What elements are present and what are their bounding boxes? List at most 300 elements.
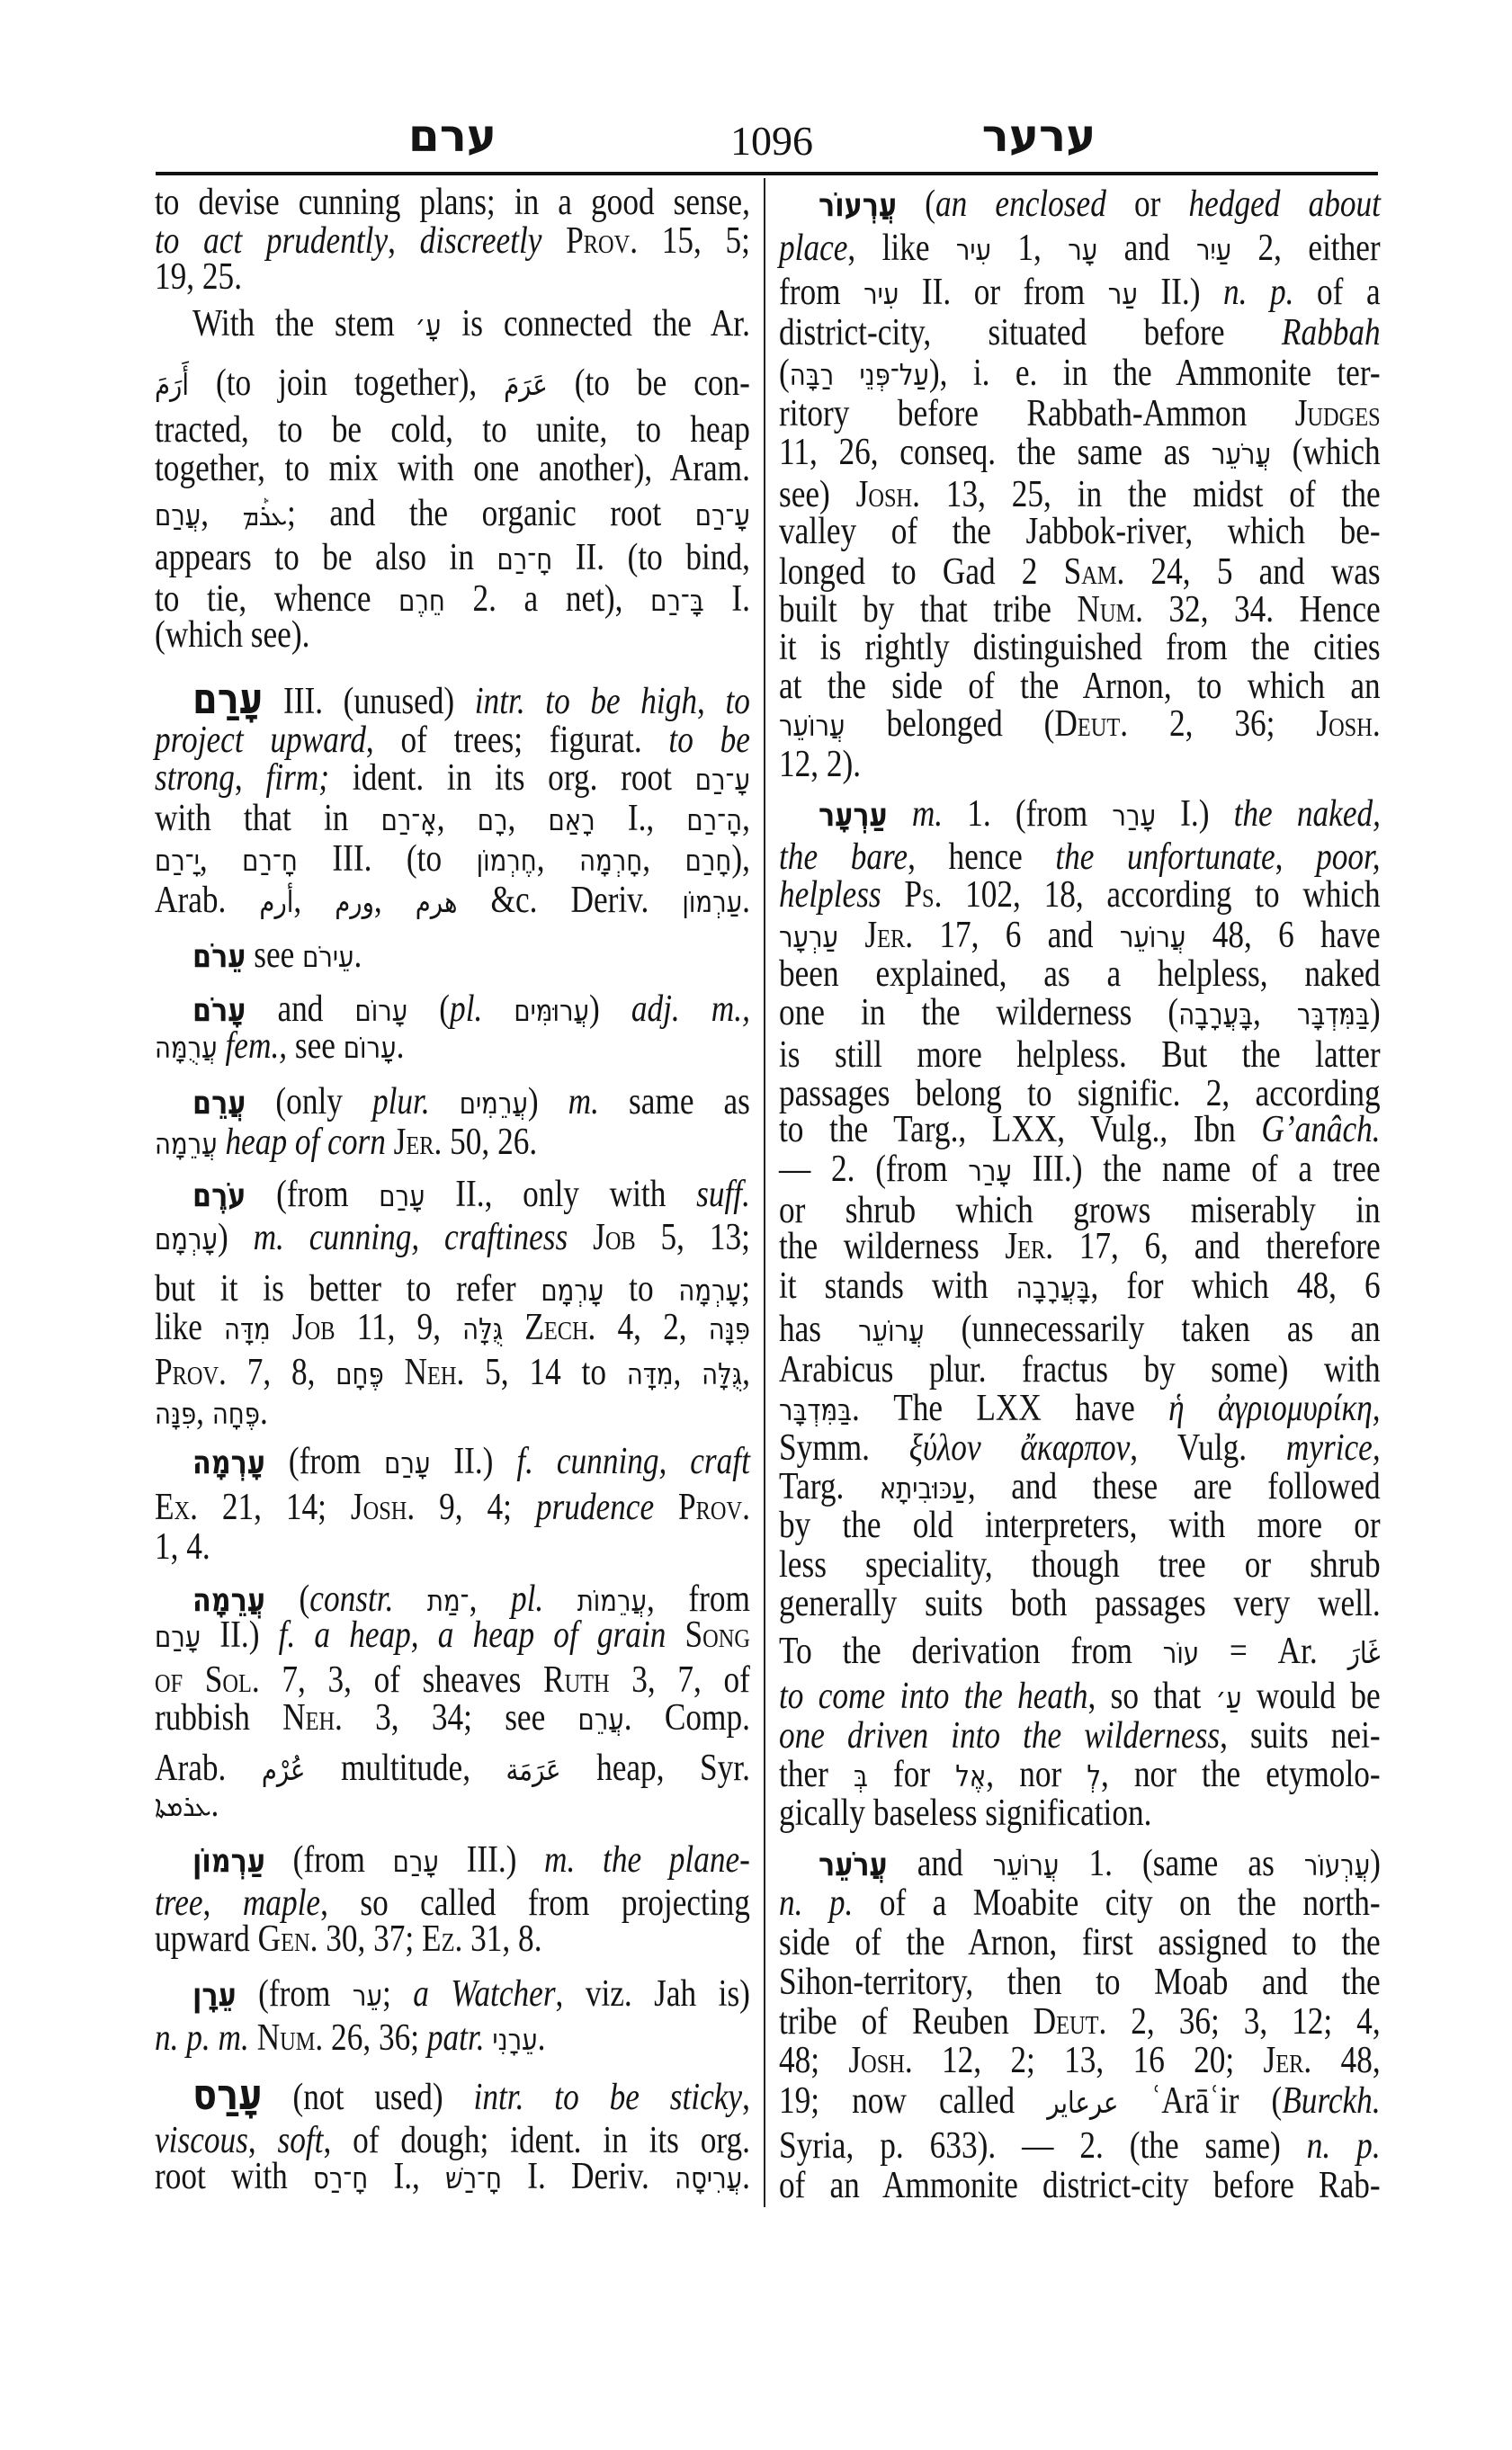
text-line (155, 362, 750, 404)
foreign-script-word: أرم (259, 885, 294, 919)
text-run: עֲרוֹעֵר belonged ( (779, 703, 1055, 745)
text-line (779, 1265, 1381, 1307)
foreign-script-word: חָ־רַם (242, 844, 298, 878)
foreign-script-word: עַרְמוֹן (682, 885, 743, 919)
text-run: Syria, p. 633). — 2. (the same) (779, 2125, 1307, 2167)
foreign-script-word: עֲרוֹעֵר (779, 709, 845, 743)
foreign-script-word: יָ־רַם (155, 844, 200, 878)
guide-word-left: ערם (407, 110, 497, 162)
italic-text: Burckh. (1282, 2080, 1381, 2122)
text-run: 19; now called عرعاير ʿArāʿir ( (779, 2080, 1283, 2122)
text-run: עֲרַם, ܥܪܰܡ; and the organic root עָ־רַם (155, 493, 750, 534)
text-run (881, 874, 905, 916)
foreign-script-word: עָרַס (192, 2070, 263, 2120)
text-line (779, 353, 1381, 394)
text-run: (which see). (155, 614, 310, 656)
text-line (779, 228, 1381, 269)
book-reference: Jer. (393, 1122, 443, 1163)
text-run (249, 2017, 257, 2059)
book-reference: Josh. (855, 474, 920, 515)
text-line (779, 703, 1381, 745)
text-run: 3, 34; see עֲרֵם. Comp. (342, 1697, 750, 1739)
text-line (779, 992, 1381, 1033)
text-line (192, 303, 750, 344)
text-line (779, 627, 1381, 668)
text-line (155, 614, 750, 656)
text-line (155, 1697, 750, 1739)
foreign-script-word: עָרַם (384, 1446, 431, 1480)
italic-text: one driven into the wilderness (779, 1715, 1221, 1757)
text-run: 15, 5; (638, 220, 750, 262)
book-reference: Gen. (257, 1918, 318, 1960)
foreign-script-word: עֵירֹם (302, 940, 354, 974)
text-run: עֲרוּמִּים) (514, 988, 631, 1030)
foreign-script-word: עֲרוֹעֵר (1119, 920, 1186, 954)
italic-text: myrice, (1285, 1427, 1381, 1469)
text-run: 3, 7, of (609, 1659, 750, 1701)
text-line (155, 493, 750, 534)
text-run: 13, 25, in the midst of the (919, 474, 1381, 515)
foreign-script-word: עַיִר (1195, 233, 1232, 267)
foreign-script-word: ܥܪܡܬܐ (155, 1789, 211, 1823)
book-reference: Ez. (422, 1918, 463, 1960)
text-run: , (697, 681, 726, 722)
italic-text: tree (155, 1882, 203, 1924)
text-run: בַּמִּדְבָּר. The LXX have (779, 1388, 1169, 1429)
text-line (155, 1268, 750, 1310)
italic-text: poor, (1316, 836, 1381, 878)
text-line (779, 2165, 1381, 2206)
text-line (155, 409, 750, 451)
text-run: , (1275, 836, 1317, 878)
text-run: , hence (908, 836, 1056, 878)
headword (192, 1436, 265, 1482)
text-line (819, 791, 1381, 833)
text-run: 9, 4; (415, 1487, 536, 1528)
italic-text: project upward (155, 720, 366, 761)
foreign-script-word: אֶל (955, 1759, 987, 1793)
foreign-script-word: גֻּלָּה (702, 1357, 743, 1391)
text-line (155, 182, 750, 223)
text-run: With the stem עָ׳ is connected the Ar. (192, 303, 750, 344)
italic-text: plur. (371, 1081, 430, 1122)
italic-text: f. cunning, craft (516, 1441, 750, 1482)
text-line (192, 987, 750, 1028)
text-line (779, 2040, 1381, 2081)
italic-text: constr. (309, 1578, 394, 1620)
text-run: or shrub which grows miserably in (779, 1190, 1381, 1231)
text-run (779, 915, 864, 956)
text-run: it stands with בָּעֲרָבָה, for which 48, 6 (779, 1265, 1381, 1307)
text-run: , (247, 2120, 278, 2161)
text-run: To the derivation from עוֹר = Ar. غَارَ (779, 1631, 1381, 1672)
text-run: tribe of Reuben (779, 2001, 1033, 2043)
text-run: יָ־רַם, חָ־רַם III. (to חֶרְמוֹן, חָרְמָה, חָרַם), (155, 838, 750, 880)
foreign-script-word: עָ׳ (415, 308, 442, 343)
text-run: III. (unused) (263, 681, 475, 722)
italic-text: an enclosed (935, 183, 1106, 225)
text-line (779, 953, 1381, 995)
foreign-script-word: עֲרֵמָה (192, 1582, 266, 1619)
italic-text: f. a heap, a heap of grain (278, 1614, 667, 1656)
text-run: , suits nei- (1220, 1715, 1381, 1757)
italic-text: pl. (450, 988, 483, 1030)
italic-text: the bare (779, 836, 908, 878)
text-run: 11, 26, conseq. the same as עֲרֹעֵר (which (779, 432, 1381, 473)
text-run: is still more helpless. But the latter (779, 1034, 1381, 1076)
foreign-script-word: מִדָּה (224, 1312, 271, 1346)
book-reference: Josh. (1316, 703, 1381, 745)
foreign-script-word: עָרַם (192, 675, 264, 724)
text-line (155, 838, 750, 880)
foreign-script-word: עָרְמָה (678, 1274, 742, 1308)
text-line (155, 880, 750, 921)
text-run: (from עֵר; (236, 1973, 414, 2015)
text-run: at the side of the Arnon, to which an (779, 666, 1381, 707)
text-run: ( (265, 1578, 310, 1620)
text-line (779, 2125, 1381, 2167)
text-line (779, 1349, 1381, 1390)
foreign-script-word: חָרַם (684, 844, 732, 878)
book-reference: Ruth (543, 1659, 610, 1701)
text-line (819, 1841, 1381, 1882)
headword (192, 1169, 246, 1215)
text-line (192, 2070, 750, 2120)
foreign-script-word: בַּמִּדְבָּר (779, 1393, 853, 1427)
page-number: 1096 (730, 118, 813, 164)
italic-text: adj. m., (631, 988, 750, 1030)
text-line (779, 2001, 1381, 2043)
header-rule (156, 172, 1378, 175)
column-divider (764, 178, 765, 2207)
text-run (386, 1122, 394, 1163)
text-run (666, 1614, 684, 1656)
text-run: or (1105, 183, 1189, 225)
foreign-script-word: פִּנָּה (155, 1397, 197, 1431)
book-reference: Josh. (350, 1487, 416, 1528)
text-line (155, 1122, 750, 1163)
text-run: with that in אָ־רַם, רָם, רָאַם I., הָ־רַם, (155, 798, 750, 839)
book-reference: Josh. (848, 2040, 913, 2081)
text-line (779, 1793, 1381, 1834)
text-run: see) (779, 474, 856, 515)
text-run: generally suits both passages very well. (779, 1583, 1381, 1624)
text-run: 1, 4. (155, 1526, 210, 1568)
text-run: 12, 2). (779, 744, 862, 785)
text-line (779, 1109, 1381, 1150)
text-line (779, 1309, 1381, 1350)
text-line (779, 1715, 1381, 1757)
text-run: Arab. عُرْم multitude, عَرَمَة heap, Syr. (155, 1748, 750, 1789)
text-line (155, 1659, 750, 1701)
italic-text: firm; (265, 757, 330, 799)
book-reference: Jer. (1263, 2040, 1312, 2081)
text-run: see עֵירֹם. (246, 934, 362, 976)
foreign-script-word: عُرْم (261, 1753, 306, 1787)
foreign-script-word: בָּעֲרָבָה (1015, 1271, 1091, 1305)
foreign-script-word: غَارَ (1347, 1636, 1381, 1670)
text-line (779, 2080, 1381, 2122)
italic-text: ἡ ἀγριομυρίκη, (1168, 1388, 1381, 1429)
text-run: , (202, 1882, 243, 1924)
text-run: from עִיר II. or from עַר II.) (779, 272, 1223, 313)
text-run: 11, 9, גֻּלָּה (335, 1307, 504, 1348)
text-run: rubbish (155, 1697, 283, 1739)
text-line (155, 256, 750, 298)
text-run: 19, 25. (155, 256, 243, 298)
text-run: ־מַת, (426, 1578, 511, 1620)
text-line (779, 432, 1381, 473)
italic-text: n. p. (779, 1882, 854, 1924)
text-line (779, 551, 1381, 593)
text-run: and עָרוֹם ( (246, 988, 451, 1030)
italic-text: m. cunning, craftiness (253, 1217, 568, 1258)
book-reference: of Sol. (155, 1659, 260, 1701)
italic-text: the naked, (1233, 793, 1381, 835)
text-run: to tie, whence חֵרֶם 2. a net), בָּ־רַם I. (155, 578, 750, 620)
book-reference: Job (593, 1217, 636, 1258)
text-line (779, 1544, 1381, 1586)
text-run: — 2. (from עָרַר III.) the name of a tree (779, 1149, 1381, 1190)
text-run: 17, 6 and עֲרוֹעֵר 48, 6 have (913, 915, 1381, 956)
italic-text: m. (911, 793, 944, 835)
text-run: of a (1293, 272, 1381, 313)
text-run: (עַל־פְּנֵי רַבָּה), i. e. in the Ammonite ter- (779, 353, 1381, 394)
foreign-script-word: עֲרֵמָה (155, 1127, 218, 1161)
guide-word-right: ערער (981, 110, 1096, 162)
text-run: עָרַם II.) (155, 1614, 279, 1656)
text-line (192, 1172, 750, 1213)
italic-text: prudence (535, 1487, 655, 1528)
foreign-script-word: עֵרֹם (192, 938, 246, 975)
italic-text: a Watcher (413, 1973, 556, 2015)
foreign-script-word: עָ־רַם (694, 763, 750, 797)
text-run (155, 1025, 226, 1067)
foreign-script-word: עַרְמוֹן (192, 1843, 265, 1880)
text-run: 12, 2; 13, 16 20; (912, 2040, 1264, 2081)
foreign-script-word: פֶּחָם (336, 1357, 384, 1391)
text-run: أَرَمَ (to join together), عَرَمَ (to be con- (155, 362, 750, 404)
text-run: been explained, as a helpless, naked (779, 953, 1381, 995)
foreign-script-word: עָרְמָם (541, 1274, 604, 1308)
headword (192, 930, 246, 976)
text-run: 48; (779, 2040, 849, 2081)
foreign-script-word: עַר (1107, 277, 1138, 311)
text-run: 102, 18, according to which (942, 874, 1381, 916)
italic-text: intr. to be sticky (473, 2077, 743, 2118)
foreign-script-word: עֵרָנִי (492, 2023, 538, 2057)
text-line (155, 1352, 750, 1393)
foreign-script-word: עֲרֵם (192, 1085, 246, 1122)
foreign-script-word: חָ־רַס (312, 2161, 369, 2195)
text-line (192, 1972, 750, 2013)
headword (192, 666, 263, 726)
foreign-script-word: פִּנָּה (708, 1312, 750, 1346)
text-run: (from עָרַם III.) (264, 1839, 545, 1881)
headword (192, 1835, 265, 1881)
text-run: one in the wilderness (בָּעֲרָבָה, בַּמִּדְבָּר) (779, 992, 1381, 1033)
text-run: עֲרֵמִים) (459, 1081, 568, 1122)
text-line (779, 1427, 1381, 1469)
text-run: 26, 36; (323, 2017, 427, 2059)
headword (192, 1969, 237, 2015)
text-line (779, 1034, 1381, 1076)
text-line (779, 312, 1381, 353)
foreign-script-word: עָרַר (968, 1154, 1012, 1188)
book-reference: Jer. (864, 915, 914, 956)
foreign-script-word: עִיר (863, 277, 899, 311)
italic-text: strong (155, 757, 235, 799)
book-reference: Judges (1294, 393, 1381, 434)
italic-text: m. the plane- (544, 1839, 750, 1881)
foreign-script-word: עֲרֵם (577, 1703, 624, 1737)
text-run: upward (155, 1918, 258, 1960)
text-run: Arab. أرم, ورم, هرم &c. Deriv. עַרְמוֹן. (155, 880, 750, 921)
italic-text: helpless (779, 874, 881, 916)
text-line (779, 744, 1381, 785)
text-run: , so called from projecting (320, 1882, 750, 1924)
italic-text: ξύλον ἄκαρπον (908, 1427, 1131, 1469)
headword (819, 789, 888, 835)
text-line (192, 933, 750, 974)
foreign-script-word: ܥܪܰܡ (242, 498, 288, 532)
text-run: 31, 8. (462, 1918, 542, 1960)
italic-text: patr. (426, 2017, 485, 2059)
text-run: ident. in its org. root עָ־רַם (329, 757, 750, 799)
italic-text: n. p. (1306, 2125, 1381, 2167)
foreign-script-word: عَرَمَ (504, 368, 548, 402)
text-line (155, 1918, 750, 1960)
foreign-script-word: עֲרֻמָּה (155, 1031, 218, 1065)
text-line (819, 182, 1381, 223)
text-run: district-city, situated before (779, 312, 1282, 353)
book-reference: Prov. (678, 1487, 750, 1528)
foreign-script-word: עֲרֹעֵר (1211, 437, 1271, 471)
text-run (888, 793, 912, 835)
headword (192, 984, 246, 1030)
text-run: עָרְמָם) (155, 1217, 254, 1258)
foreign-script-word: הָ־רַם (686, 803, 743, 837)
text-run: , (742, 2077, 750, 2118)
italic-text: heap of corn (225, 1122, 386, 1163)
foreign-script-word: עָרַם (392, 1845, 439, 1879)
text-line (192, 1838, 750, 1879)
text-run: and עֲרוֹעֵר 1. (same as עֲרְעוֹר) (887, 1843, 1381, 1884)
foreign-script-word: עָר (1068, 233, 1098, 267)
text-run: ( (897, 183, 935, 225)
text-line (192, 1439, 750, 1480)
foreign-script-word: עַרְעָר (819, 797, 888, 834)
foreign-script-word: עָרוֹם (343, 1031, 397, 1065)
text-run: , of trees; figurat. (365, 720, 669, 761)
text-run: longed to Gad 2 (779, 551, 1064, 593)
text-line (192, 1079, 750, 1121)
text-run: 50, 26. (442, 1122, 538, 1163)
text-run: 1. (from עָרַר I.) (943, 793, 1234, 835)
foreign-script-word: عرعاير (1047, 2086, 1119, 2120)
text-run: , like עִיר 1, עָר and עַיִר 2, either (847, 228, 1381, 269)
foreign-script-word: עִיר (955, 233, 992, 267)
italic-text: the unfortunate (1055, 836, 1275, 878)
foreign-script-word: בָּ־רַם (650, 584, 704, 618)
text-line (779, 1388, 1381, 1429)
text-run (155, 1122, 226, 1163)
text-line (155, 1784, 750, 1825)
foreign-script-word: פֶּחָה (211, 1397, 260, 1431)
text-run: by the old interpreters, with more or (779, 1505, 1381, 1546)
italic-text: n. p. (1222, 272, 1294, 313)
headword (819, 1838, 888, 1884)
text-line (779, 874, 1381, 916)
text-run: פִּנָּה, פֶּחָה. (155, 1391, 268, 1433)
text-line (192, 1577, 750, 1618)
foreign-script-word: هرم (415, 885, 458, 919)
text-run: appears to be also in חָ־רַם II. (to bind, (155, 537, 750, 578)
text-line (155, 720, 750, 761)
text-run: , so that עַ׳ would be (1087, 1676, 1381, 1717)
book-reference: Num. (1077, 589, 1143, 630)
book-reference: Job (291, 1307, 336, 1348)
foreign-script-word: חָ־רַם (497, 542, 553, 577)
text-run: the wilderness (779, 1226, 1006, 1267)
text-run: root with חָ־רַס I., חָ־רַשׁ I. Deriv. עֲרִיסָה. (155, 2156, 750, 2197)
text-run: Sihon-territory, then to Moab and the (779, 1962, 1381, 2003)
italic-text: suff. (696, 1174, 750, 1215)
italic-text: pl. (510, 1578, 544, 1620)
book-reference: Ex. (155, 1487, 198, 1528)
italic-text: m. (568, 1081, 599, 1122)
headword (192, 1077, 246, 1122)
text-line (155, 1025, 750, 1067)
foreign-script-word: עָרַם (379, 1179, 425, 1213)
text-run: of an Ammonite district-city before Rab- (779, 2165, 1381, 2206)
text-run: gically baseless signification. (779, 1793, 1152, 1834)
text-run: side of the Arnon, first assigned to the (779, 1922, 1381, 1963)
foreign-script-word: עֲרֵמוֹת (577, 1584, 647, 1618)
text-line (155, 2156, 750, 2197)
text-run: to devise cunning plans; in a good sense, (155, 182, 750, 223)
text-line (779, 1149, 1381, 1190)
text-line (779, 1466, 1381, 1507)
text-line (155, 1487, 750, 1528)
foreign-script-word: גֻּלָּה (462, 1312, 504, 1346)
text-run: 21, 14; (197, 1487, 351, 1528)
foreign-script-word: עַ׳ (1215, 1681, 1242, 1715)
text-run: , (234, 757, 266, 799)
foreign-script-word: בְּ (853, 1759, 868, 1793)
text-run: Targ. עַכּוּבִיתָא, and these are followed (779, 1466, 1381, 1507)
italic-text: fem., (225, 1025, 288, 1067)
foreign-script-word: עֹרֶם (192, 1177, 246, 1214)
foreign-script-word: עֲרַם (155, 498, 201, 532)
italic-text: to act prudently (155, 220, 389, 262)
book-reference: Neh. (282, 1697, 343, 1739)
text-run: see עָרוֹם. (287, 1025, 405, 1067)
text-run: עֵרָנִי. (492, 2017, 546, 2059)
text-run: , Vulg. (1130, 1427, 1286, 1469)
foreign-script-word: עַרְעָר (779, 920, 839, 954)
foreign-script-word: עֲרֹעֵר (819, 1846, 888, 1883)
text-line (779, 1962, 1381, 2003)
text-line (779, 1505, 1381, 1546)
text-line (155, 798, 750, 839)
foreign-script-word: עֲרֵמִים (459, 1086, 528, 1121)
text-line (779, 836, 1381, 878)
text-line (155, 1217, 750, 1258)
text-line (779, 474, 1381, 515)
text-run (654, 1487, 678, 1528)
foreign-script-word: ־מַת (426, 1584, 470, 1618)
